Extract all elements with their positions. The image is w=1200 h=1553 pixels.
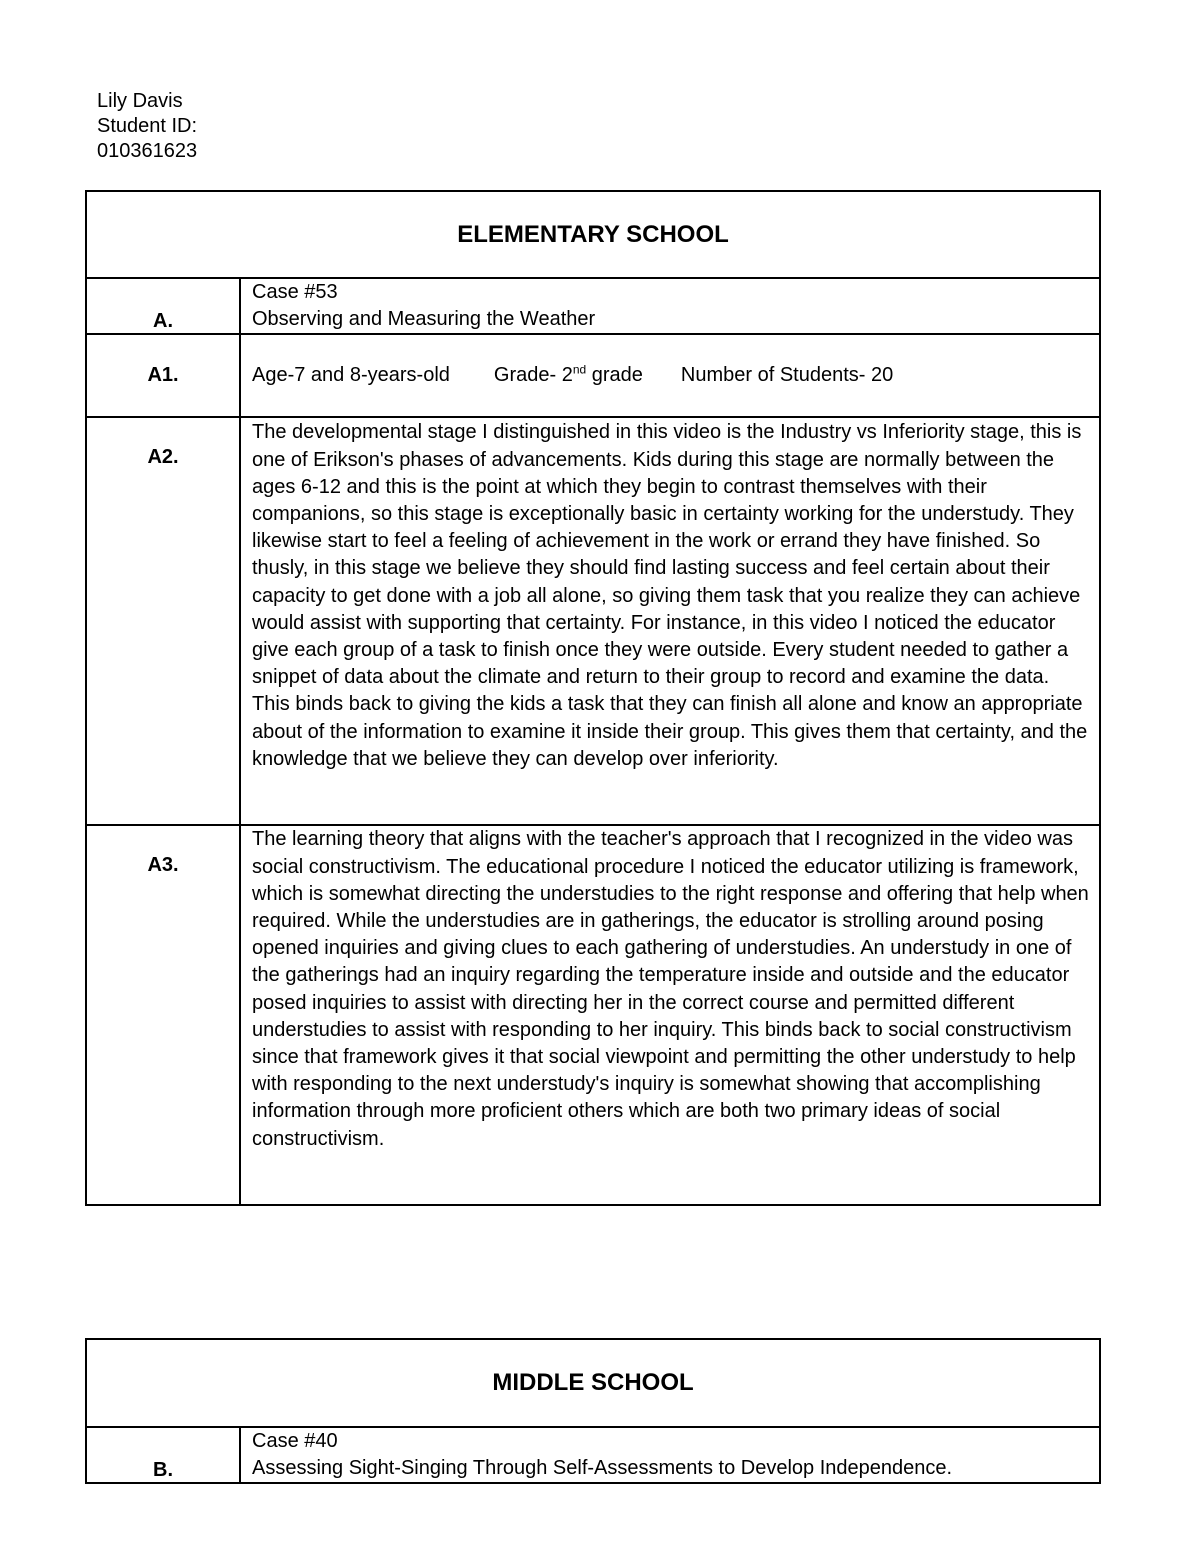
class-details xyxy=(240,334,1100,417)
learning-theory-response: The learning theory that aligns with the teacher's approach that I recognized in the video was social constructivism. The educational procedure I noticed the educator utilizing is framework, which is somewhat directing the understudies to the right response and offering that help when required. While the understudies are in gatherings, the educator is strolling around posing opened inquiries and giving clues to each gathering of understudies. An understudy in one of the gatherings had an inquiry regarding the temperature inside and outside and the educator posed inquiries to assist with directing her in the correct course and permitted different understudies to assist with responding to her inquiry. This binds back to social constructivism since that framework gives it that social viewpoint and permitting the other understudy to help with responding to the next understudy's inquiry is somewhat showing that accomplishing information through more proficient others which are both two primary ideas of social constructivism. xyxy=(240,825,1100,1205)
table-row xyxy=(86,1427,1100,1483)
middle-school-title: MIDDLE SCHOOL xyxy=(86,1339,1100,1427)
row-label-b: B. xyxy=(86,1427,240,1483)
student-header xyxy=(97,89,197,164)
student-count: Number of Students- 20 xyxy=(680,364,894,387)
student-id-label: Student ID: xyxy=(97,115,198,137)
row-label-a2: A2. xyxy=(86,417,240,825)
row-label-a: A. xyxy=(86,278,240,334)
elementary-school-table xyxy=(85,190,1101,1206)
student-name: Lily Davis xyxy=(97,90,183,112)
table-row xyxy=(86,825,1100,1205)
student-age: Age-7 and 8-years-old xyxy=(252,364,450,387)
case-topic: Assessing Sight-Singing Through Self-Assessments to Develop Independence. xyxy=(252,1457,953,1480)
table-row xyxy=(86,278,1100,334)
table-row xyxy=(86,334,1100,417)
developmental-stage-response: The developmental stage I distinguished in this video is the Industry vs Inferiority stage, this is one of Erikson's phases of advancements. Kids during this stage are normally between the ages 6-12 and this is the point at which they begin to contrast themselves with their companions, so this stage is exceptionally basic in certainty working for the understudy. They likewise start to feel a feeling of achievement in the work or errand they have finished. So thusly, in this stage we believe they should find lasting success and feel certain about their capacity to get done with a job all alone, so giving them task that you realize they can achieve would assist with supporting that certainty. For instance, in this video I noticed the educator give each group of a task to finish once they were outside. Every student needed to gather a snippet of data about the climate and return to their group to record and examine the data. This binds back to giving the kids a task that they can finish all alone and know an appropriate about of the information to examine it inside their group. This gives them that certainty, and the knowledge that we believe they can develop over inferiority. xyxy=(240,417,1100,825)
student-id: 010361623 xyxy=(97,140,198,162)
grade-level: Grade- 2nd grade xyxy=(493,362,643,387)
middle-school-table xyxy=(85,1338,1101,1484)
case-info-a xyxy=(240,278,1100,334)
elementary-school-title: ELEMENTARY SCHOOL xyxy=(86,191,1100,278)
case-info-b xyxy=(240,1427,1100,1483)
case-number: Case #53 xyxy=(252,281,338,303)
table-row xyxy=(86,417,1100,825)
row-label-a3: A3. xyxy=(86,825,240,1205)
case-topic: Observing and Measuring the Weather xyxy=(252,308,596,331)
case-number: Case #40 xyxy=(252,1430,338,1452)
row-label-a1: A1. xyxy=(86,334,240,417)
